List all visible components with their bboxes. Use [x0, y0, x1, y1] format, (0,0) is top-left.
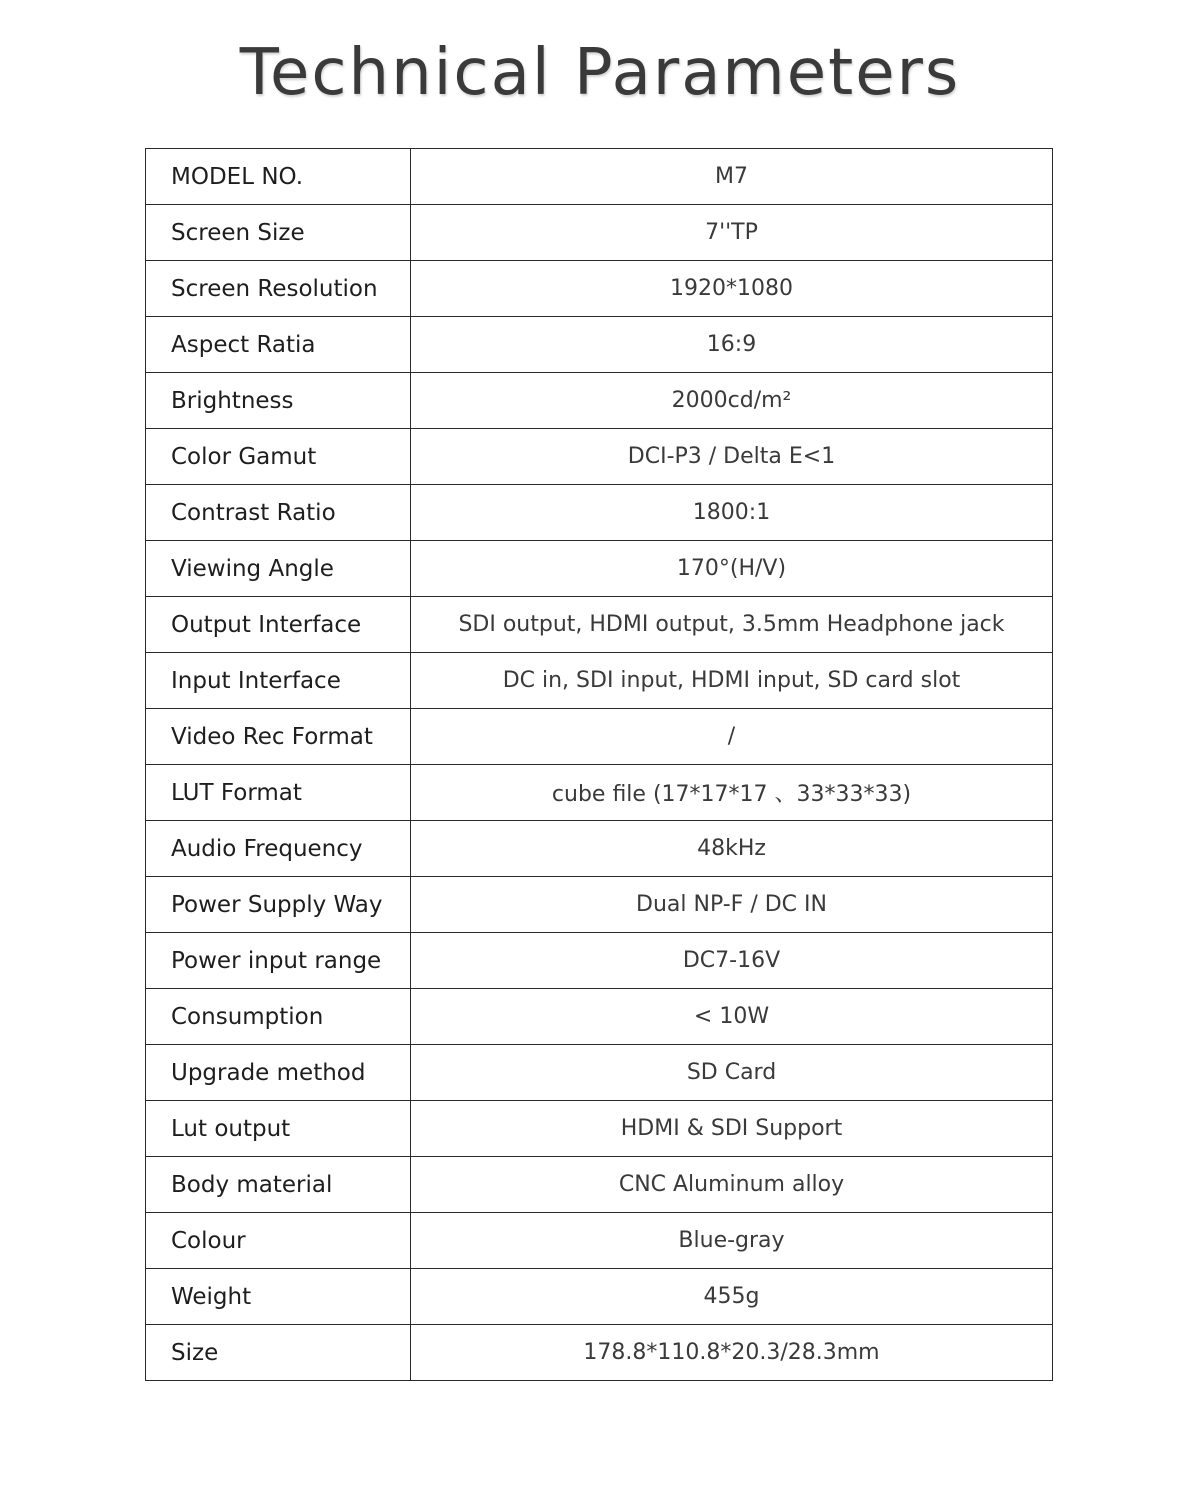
spec-value: 48kHz [411, 821, 1053, 877]
spec-value: 1800:1 [411, 485, 1053, 541]
table-row [146, 709, 1053, 765]
spec-label: Body material [146, 1157, 411, 1213]
spec-value: 2000cd/m² [411, 373, 1053, 429]
spec-label: LUT Format [146, 765, 411, 821]
spec-value: cube file (17*17*17 、33*33*33) [411, 765, 1053, 821]
table-row [146, 1325, 1053, 1381]
spec-value: SDI output, HDMI output, 3.5mm Headphone jack [411, 597, 1053, 653]
spec-label: Lut output [146, 1101, 411, 1157]
spec-label: Input Interface [146, 653, 411, 709]
spec-value: / [411, 709, 1053, 765]
table-row [146, 1157, 1053, 1213]
table-row [146, 1101, 1053, 1157]
table-row [146, 149, 1053, 205]
page-title: Technical Parameters [239, 36, 961, 110]
spec-label: Power input range [146, 933, 411, 989]
spec-label: Size [146, 1325, 411, 1381]
table-row [146, 485, 1053, 541]
spec-label: Aspect Ratia [146, 317, 411, 373]
spec-label: Audio Frequency [146, 821, 411, 877]
spec-label: Power Supply Way [146, 877, 411, 933]
spec-label: Colour [146, 1213, 411, 1269]
table-row [146, 261, 1053, 317]
spec-label: Contrast Ratio [146, 485, 411, 541]
spec-value: DC in, SDI input, HDMI input, SD card slot [411, 653, 1053, 709]
spec-value: DCI-P3 / Delta E<1 [411, 429, 1053, 485]
table-row [146, 373, 1053, 429]
spec-label: Viewing Angle [146, 541, 411, 597]
spec-value: 178.8*110.8*20.3/28.3mm [411, 1325, 1053, 1381]
spec-value: HDMI & SDI Support [411, 1101, 1053, 1157]
spec-table [145, 148, 1053, 1381]
spec-label: Output Interface [146, 597, 411, 653]
spec-label: Screen Size [146, 205, 411, 261]
spec-label: Video Rec Format [146, 709, 411, 765]
table-row [146, 429, 1053, 485]
table-row [146, 653, 1053, 709]
spec-label: Weight [146, 1269, 411, 1325]
spec-value: < 10W [411, 989, 1053, 1045]
table-row [146, 1269, 1053, 1325]
table-row [146, 317, 1053, 373]
spec-label: Upgrade method [146, 1045, 411, 1101]
spec-value: 16:9 [411, 317, 1053, 373]
table-row [146, 205, 1053, 261]
table-row [146, 1213, 1053, 1269]
table-row [146, 541, 1053, 597]
spec-value: DC7-16V [411, 933, 1053, 989]
spec-label: Screen Resolution [146, 261, 411, 317]
spec-value: M7 [411, 149, 1053, 205]
spec-value: Blue-gray [411, 1213, 1053, 1269]
table-row [146, 1045, 1053, 1101]
spec-value: 455g [411, 1269, 1053, 1325]
table-row [146, 989, 1053, 1045]
spec-value: CNC Aluminum alloy [411, 1157, 1053, 1213]
spec-label: Color Gamut [146, 429, 411, 485]
table-row [146, 821, 1053, 877]
spec-value: SD Card [411, 1045, 1053, 1101]
table-row [146, 933, 1053, 989]
spec-value: 1920*1080 [411, 261, 1053, 317]
spec-value: 170°(H/V) [411, 541, 1053, 597]
spec-label: Consumption [146, 989, 411, 1045]
spec-value: Dual NP-F / DC IN [411, 877, 1053, 933]
spec-value: 7''TP [411, 205, 1053, 261]
spec-label: Brightness [146, 373, 411, 429]
spec-label: MODEL NO. [146, 149, 411, 205]
table-row [146, 597, 1053, 653]
table-row [146, 765, 1053, 821]
table-row [146, 877, 1053, 933]
